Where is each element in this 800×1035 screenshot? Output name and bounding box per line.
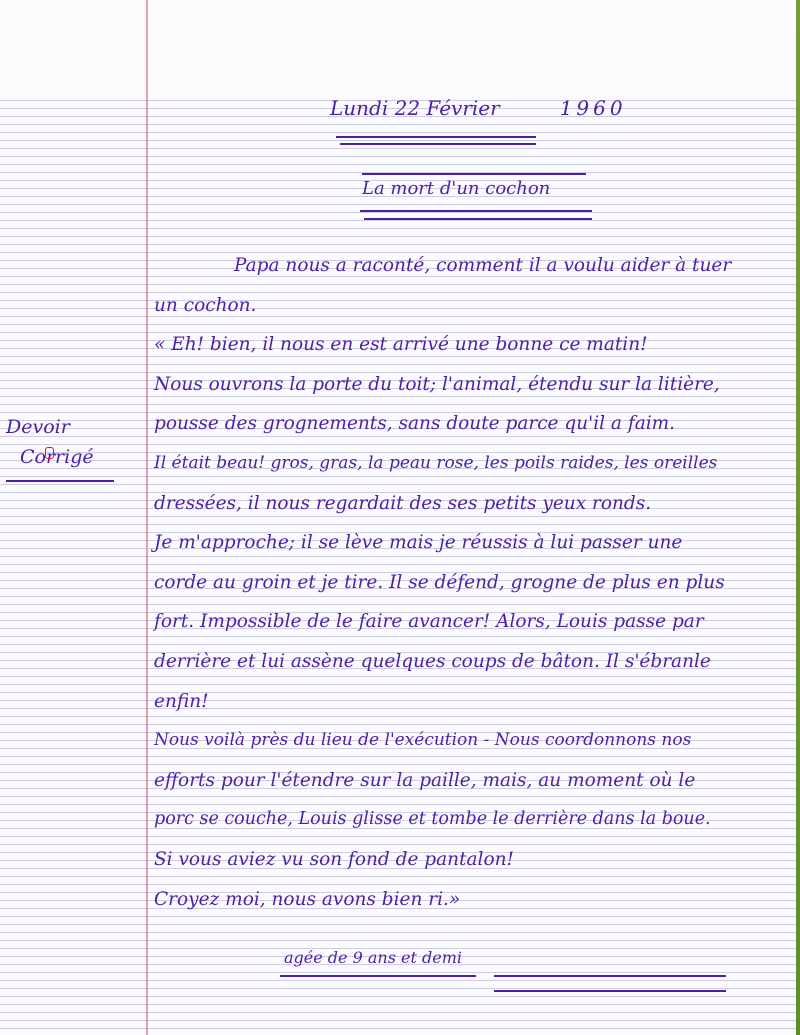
- body-line: Si vous aviez vu son fond de pantalon!: [154, 848, 514, 870]
- body-line: pousse des grognements, sans doute parce qu'il a faim.: [154, 413, 676, 435]
- title-underline: [360, 210, 592, 212]
- title-underline-2: [364, 218, 592, 220]
- page-edge: [796, 0, 800, 1035]
- signature-line: [494, 975, 726, 977]
- title-overline: [362, 173, 586, 175]
- margin-line: [146, 0, 148, 1035]
- body-line: fort. Impossible de le faire avancer! Alors, Louis passe par: [154, 611, 704, 633]
- margin-note-line-1: Devoir: [6, 416, 70, 438]
- date-heading: [330, 96, 627, 120]
- body-line: Papa nous a raconté, comment il a voulu aider à tuer: [234, 255, 732, 276]
- date-text: Lundi 22 Février: [330, 96, 500, 120]
- body-line: porc se couche, Louis glisse et tombe le derrière dans la boue.: [154, 809, 711, 830]
- date-underline-2: [340, 143, 536, 145]
- signature-note: agée de 9 ans et demi: [284, 948, 462, 967]
- date-underline: [336, 136, 536, 138]
- body-line: un cochon.: [154, 294, 257, 316]
- essay-body: [154, 246, 790, 919]
- margin-note-line-2: Corrigé: [20, 446, 94, 468]
- essay-title: La mort d'un cochon: [362, 178, 551, 199]
- signature-underline: [280, 975, 476, 977]
- body-line: « Eh! bien, il nous en est arrivé une bonne ce matin!: [154, 334, 648, 356]
- margin-note-underline: [6, 480, 114, 482]
- body-line: derrière et lui assène quelques coups de bâton. Il s'ébranle: [154, 650, 711, 672]
- year-text: 1960: [559, 96, 627, 120]
- correction-mark: [45, 447, 54, 459]
- body-line: Il était beau! gros, gras, la peau rose, les poils raides, les oreilles: [154, 452, 718, 473]
- body-line: enfin!: [154, 690, 209, 712]
- signature-line-2: [494, 990, 726, 992]
- body-line: dressées, il nous regardait des ses petits yeux ronds.: [154, 492, 652, 514]
- body-line: efforts pour l'étendre sur la paille, mais, au moment où le: [154, 769, 696, 791]
- body-line: Nous ouvrons la porte du toit; l'animal, étendu sur la litière,: [154, 373, 720, 395]
- body-line: Croyez moi, nous avons bien ri.»: [154, 888, 461, 910]
- margin-annotation: [6, 412, 114, 472]
- body-line: Nous voilà près du lieu de l'exécution - Nous coordonnons nos: [154, 730, 692, 751]
- body-line: Je m'approche; il se lève mais je réussis à lui passer une: [154, 532, 683, 554]
- body-line: corde au groin et je tire. Il se défend, grogne de plus en plus: [154, 571, 725, 593]
